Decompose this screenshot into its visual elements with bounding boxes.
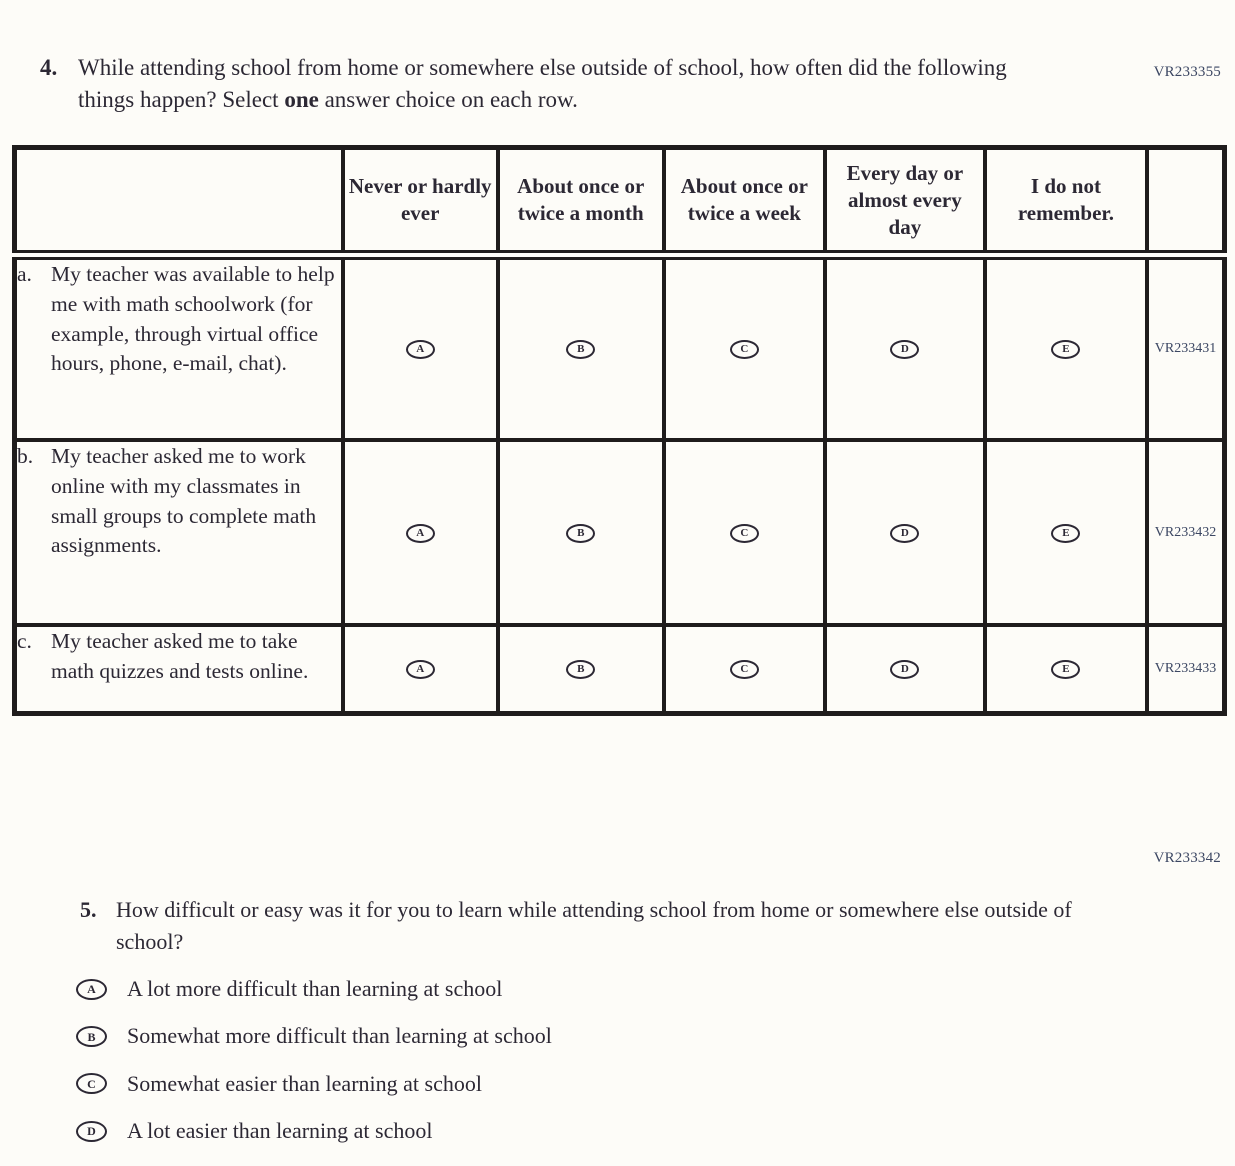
question-5-number: 5. [80, 897, 97, 922]
row-a-cell-everyday [825, 255, 985, 440]
q5-option-letter-A: A [87, 982, 96, 997]
q5-option-letter-D: D [87, 1124, 96, 1139]
row-b-statement: My teacher asked me to work online with my classmates in small groups to complete math assignments. [51, 444, 317, 558]
row-b-option-letter-A: A [416, 526, 425, 539]
question-4-text-part2: answer choice on each row. [318, 86, 578, 112]
row-a-option-bubble-B[interactable] [566, 340, 595, 359]
matrix-header-once-twice-month: About once or twice a month [498, 148, 664, 256]
row-a-option-letter-B: B [577, 343, 585, 356]
matrix-row-a [15, 255, 1225, 440]
question-4-number: 4. [40, 55, 58, 80]
q5-option-bubble-A[interactable] [76, 979, 107, 1000]
row-a-option-letter-A: A [416, 343, 425, 356]
row-b-cell-remember [985, 440, 1147, 625]
row-a-option-letter-C: C [740, 343, 749, 356]
row-a-item-code: VR233431 [1147, 255, 1225, 440]
matrix-header-once-twice-week: About once or twice a week [664, 148, 825, 256]
q5-option-label-C: Somewhat easier than learning at school [127, 1070, 482, 1096]
form-code-top: VR233355 [1153, 64, 1221, 80]
row-b-letter: b. [17, 444, 34, 469]
row-c-statement: My teacher asked me to take math quizzes and tests online. [51, 629, 309, 684]
row-c-option-letter-B: B [577, 663, 585, 676]
row-b-item-code: VR233432 [1147, 440, 1225, 625]
row-b-cell-everyday [825, 440, 985, 625]
row-b-option-letter-D: D [900, 526, 909, 539]
matrix-header-do-not-remember: I do not remember. [985, 148, 1147, 256]
row-a-cell-week [664, 255, 825, 440]
q5-option-label-B: Somewhat more difficult than learning at school [127, 1023, 552, 1049]
question-4-response-matrix [12, 145, 1227, 716]
row-b-cell-month [498, 440, 664, 625]
form-code-mid: VR233342 [1153, 850, 1221, 866]
row-a-letter: a. [17, 262, 32, 287]
row-b-option-bubble-E[interactable] [1051, 524, 1080, 543]
matrix-header-empty-statement [15, 148, 343, 256]
q5-option-d [76, 1118, 552, 1144]
q5-option-bubble-C[interactable] [76, 1073, 107, 1094]
row-c-option-letter-C: C [740, 663, 749, 676]
row-c-option-letter-E: E [1062, 663, 1070, 676]
q5-option-a [76, 976, 552, 1002]
question-5-options [76, 976, 552, 1166]
q5-option-label-D: A lot easier than learning at school [127, 1118, 433, 1144]
row-a-option-bubble-A[interactable] [406, 340, 435, 359]
row-b-option-bubble-C[interactable] [730, 524, 759, 543]
row-b-option-bubble-B[interactable] [566, 524, 595, 543]
row-c-cell-never [343, 625, 498, 714]
question-4 [40, 52, 1235, 115]
q5-option-letter-C: C [87, 1076, 96, 1091]
question-5 [80, 894, 1091, 958]
row-c-item-code: VR233433 [1147, 625, 1225, 714]
row-a-cell-never [343, 255, 498, 440]
row-c-letter: c. [17, 629, 32, 654]
row-b-option-letter-B: B [577, 526, 585, 539]
matrix-header-empty-code [1147, 148, 1225, 256]
row-a-statement: My teacher was available to help me with math schoolwork (for example, through virtual office hours, phone, e-mail, chat). [51, 262, 335, 376]
row-a-option-bubble-D[interactable] [890, 340, 919, 359]
row-b-statement-cell [15, 440, 343, 625]
q5-option-letter-B: B [87, 1029, 96, 1044]
row-b-option-bubble-A[interactable] [406, 524, 435, 543]
matrix-header-never: Never or hardly ever [343, 148, 498, 256]
question-4-text-part1: While attending school from home or somewhere else outside of school, how often did the following things happen? Select [78, 55, 1007, 112]
matrix-row-c [15, 625, 1225, 714]
row-a-cell-remember [985, 255, 1147, 440]
q5-option-bubble-B[interactable] [76, 1026, 107, 1047]
q5-option-label-A: A lot more difficult than learning at school [127, 976, 503, 1001]
row-a-cell-month [498, 255, 664, 440]
row-c-option-bubble-C[interactable] [730, 660, 759, 679]
row-b-cell-never [343, 440, 498, 625]
row-b-option-letter-C: C [740, 526, 749, 539]
row-c-cell-week [664, 625, 825, 714]
q5-option-bubble-D[interactable] [76, 1121, 107, 1142]
row-c-option-bubble-E[interactable] [1051, 660, 1080, 679]
row-a-option-bubble-E[interactable] [1051, 340, 1080, 359]
row-b-cell-week [664, 440, 825, 625]
row-c-cell-month [498, 625, 664, 714]
matrix-header-row [15, 148, 1225, 256]
row-c-option-letter-D: D [900, 663, 909, 676]
q5-option-b [76, 1023, 552, 1049]
row-a-option-letter-D: D [900, 343, 909, 356]
row-b-option-bubble-D[interactable] [890, 524, 919, 543]
row-b-option-letter-E: E [1062, 526, 1070, 539]
row-a-option-bubble-C[interactable] [730, 340, 759, 359]
row-c-statement-cell [15, 625, 343, 714]
row-c-option-bubble-A[interactable] [406, 660, 435, 679]
row-c-cell-everyday [825, 625, 985, 714]
matrix-row-b [15, 440, 1225, 625]
row-a-statement-cell [15, 255, 343, 440]
row-c-cell-remember [985, 625, 1147, 714]
row-c-option-bubble-D[interactable] [890, 660, 919, 679]
question-5-text: How difficult or easy was it for you to learn while attending school from home or somewhere else outside of school? [116, 897, 1072, 954]
question-4-bold-word: one [284, 86, 319, 112]
row-c-option-bubble-B[interactable] [566, 660, 595, 679]
matrix-header-every-day: Every day or almost every day [825, 148, 985, 256]
row-a-option-letter-E: E [1062, 343, 1070, 356]
row-c-option-letter-A: A [416, 663, 425, 676]
question-4-text [78, 52, 1058, 115]
q5-option-c [76, 1071, 552, 1097]
